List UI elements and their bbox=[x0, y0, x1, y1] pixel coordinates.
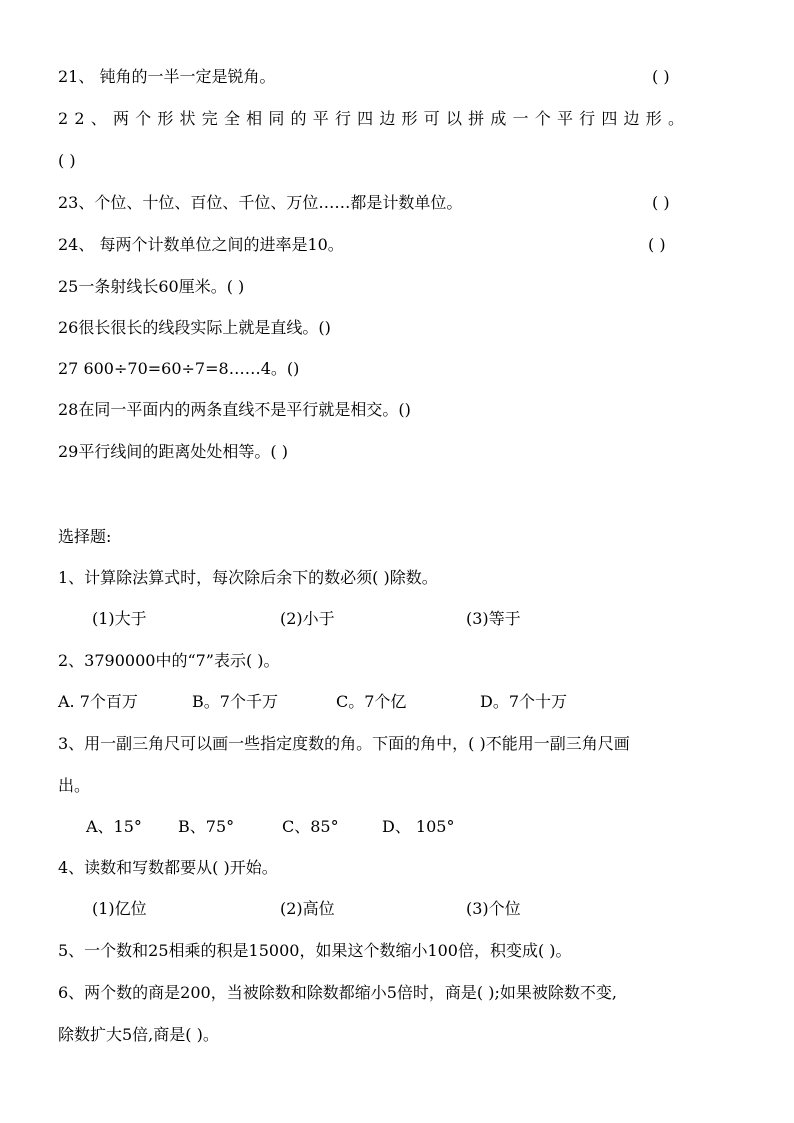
option-2-d[interactable]: D。7个十万 bbox=[480, 692, 568, 711]
answer-paren-23[interactable]: ( ) bbox=[652, 193, 670, 212]
option-1-3[interactable]: (3)等于 bbox=[466, 609, 521, 628]
choice-question-5: 5、一个数和25相乘的积是15000，如果这个数缩小100倍，积变成( )。 bbox=[58, 941, 572, 960]
answer-paren-22[interactable]: ( ) bbox=[58, 151, 76, 170]
question-29: 29平行线间的距离处处相等。( ) bbox=[58, 442, 288, 461]
option-2-a[interactable]: A. 7个百万 bbox=[58, 692, 138, 711]
choice-question-6-line1: 6、两个数的商是200，当被除数和除数都缩小5倍时，商是( );如果被除数不变, bbox=[58, 983, 617, 1002]
option-2-c[interactable]: C。7个亿 bbox=[336, 692, 407, 711]
option-3-c[interactable]: C、85° bbox=[282, 817, 339, 836]
option-2-b[interactable]: B。7个千万 bbox=[192, 692, 278, 711]
choice-question-2: 2、3790000中的“7”表示( )。 bbox=[58, 651, 280, 670]
question-25: 25一条射线长60厘米。( ) bbox=[58, 277, 245, 296]
question-23: 23、个位、十位、百位、千位、万位……都是计数单位。 bbox=[58, 193, 463, 212]
choice-question-4: 4、读数和写数都要从( )开始。 bbox=[58, 858, 278, 877]
answer-paren-21[interactable]: ( ) bbox=[652, 67, 670, 86]
option-1-1[interactable]: (1)大于 bbox=[92, 609, 147, 628]
option-1-2[interactable]: (2)小于 bbox=[280, 609, 335, 628]
choice-question-6-line2: 除数扩大5倍,商是( )。 bbox=[58, 1025, 219, 1044]
question-28: 28在同一平面内的两条直线不是平行就是相交。() bbox=[58, 400, 411, 419]
question-27: 27 600÷70=60÷7=8……4。() bbox=[58, 359, 300, 378]
section-heading-choice: 选择题: bbox=[58, 527, 112, 546]
option-4-2[interactable]: (2)高位 bbox=[280, 899, 335, 918]
choice-question-3-line1: 3、用一副三角尺可以画一些指定度数的角。下面的角中，( )不能用一副三角尺画 bbox=[58, 734, 630, 753]
answer-paren-24[interactable]: ( ) bbox=[648, 235, 666, 254]
option-4-1[interactable]: (1)亿位 bbox=[92, 899, 147, 918]
question-24: 24、 每两个计数单位之间的进率是10。 bbox=[58, 235, 344, 254]
choice-question-1: 1、计算除法算式时，每次除后余下的数必须( )除数。 bbox=[58, 568, 438, 587]
question-22: 22、两个形状完全相同的平行四边形可以拼成一个平行四边形。 bbox=[58, 109, 691, 128]
option-4-3[interactable]: (3)个位 bbox=[466, 899, 521, 918]
question-21: 21、 钝角的一半一定是锐角。 bbox=[58, 67, 276, 86]
question-26: 26很长很长的线段实际上就是直线。() bbox=[58, 318, 331, 337]
choice-question-3-line2: 出。 bbox=[58, 776, 91, 795]
option-3-b[interactable]: B、75° bbox=[178, 817, 235, 836]
option-3-d[interactable]: D、 105° bbox=[382, 817, 455, 836]
option-3-a[interactable]: A、15° bbox=[86, 817, 142, 836]
